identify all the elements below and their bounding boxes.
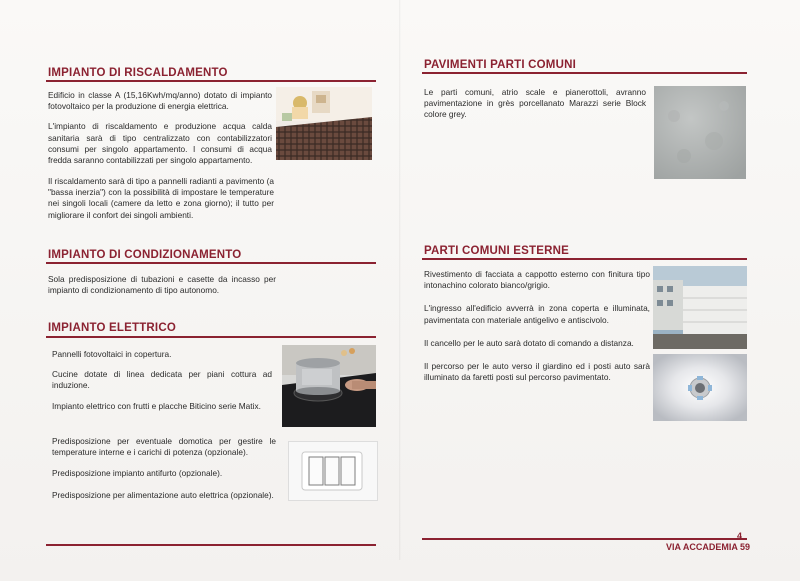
heating-title: IMPIANTO DI RISCALDAMENTO bbox=[48, 67, 228, 79]
grey-tile-photo bbox=[654, 86, 746, 179]
external-paragraph-4: Il percorso per le auto verso il giardino ed i posti auto sarà illuminato da faretti posti sul percorso pavimentato. bbox=[424, 361, 650, 383]
electric-item: Predisposizione per alimentazione auto elettrica (opzionale). bbox=[52, 489, 274, 500]
electric-text-2 bbox=[52, 436, 276, 510]
electric-text-1 bbox=[52, 349, 272, 421]
footer-rule-left bbox=[46, 544, 376, 546]
electric-item: Predisposizione impianto antifurto (opzionale). bbox=[52, 468, 223, 479]
heating-paragraph-1: Edificio in classe A (15,16Kwh/mq/anno) dotato di impianto fotovoltaico per la produzione di energia elettrica. bbox=[48, 90, 272, 112]
external-paragraph-3: Il cancello per le auto sarà dotato di comando a distanza. bbox=[424, 337, 634, 348]
floors-rule bbox=[422, 72, 747, 74]
garden-spotlight-photo bbox=[653, 354, 747, 421]
electric-title: IMPIANTO ELETTRICO bbox=[48, 322, 176, 334]
footer-project-name: VIA ACCADEMIA 59 bbox=[665, 542, 750, 552]
external-paragraph-1: Rivestimento di facciata a cappotto esterno con finitura tipo intonachino colorato bianco/grigio. bbox=[424, 269, 650, 291]
heating-paragraph-2: L'impianto di riscaldamento e produzione acqua calda sanitaria sarà di tipo centralizzato con contabilizzatori consumi per singolo appartamento. I consumi di acqua fredda saranno contabilizzati per singolo appartamento. bbox=[48, 121, 272, 166]
cooling-paragraph-1: Sola predisposizione di tubazioni e casette da incasso per impianto di condizionamento di tipo autonomo. bbox=[48, 274, 276, 296]
electric-rule bbox=[46, 336, 376, 338]
electric-item: Predisposizione per eventuale domotica per gestire le temperature interne e i carichi di potenza (opzionale). bbox=[52, 436, 276, 458]
external-paragraph-2: L'ingresso all'edificio avverrà in zona coperta e illuminata, pavimentata con materiale antigelivo e antiscivolo. bbox=[424, 303, 650, 325]
cooling-rule bbox=[46, 262, 376, 264]
page-fold bbox=[399, 0, 401, 560]
cooling-title: IMPIANTO DI CONDIZIONAMENTO bbox=[48, 249, 242, 261]
building-facade-photo bbox=[653, 266, 747, 349]
cooling-text bbox=[48, 274, 276, 305]
page-number: 4 bbox=[737, 531, 743, 541]
floors-paragraph-1: Le parti comuni, atrio scale e pianerottoli, avranno pavimentazione in grès porcellanato Marazzi serie Block colore grey. bbox=[424, 87, 646, 120]
electric-item: Pannelli fotovoltaici in copertura. bbox=[52, 349, 172, 359]
floor-heating-photo bbox=[276, 87, 372, 160]
electric-item: Impianto elettrico con frutti e placche Biticino serie Matix. bbox=[52, 400, 261, 411]
heating-text-2 bbox=[48, 176, 274, 230]
heating-rule bbox=[46, 80, 376, 82]
electric-item: Cucine dotate di linea dedicata per piani cottura ad induzione. bbox=[52, 369, 272, 391]
heating-text bbox=[48, 90, 272, 175]
heating-paragraph-3: Il riscaldamento sarà di tipo a pannelli radianti a pavimento (a "bassa inerzia") con la possibilità di impostare le temperature nei singoli locali (camere da letto e zona giorno); il tutto per migliorare il confort dei singoli ambienti. bbox=[48, 176, 274, 220]
external-text bbox=[424, 269, 650, 392]
induction-cooktop-photo bbox=[282, 345, 376, 427]
floors-title: PAVIMENTI PARTI COMUNI bbox=[424, 59, 576, 71]
floors-text bbox=[424, 87, 646, 130]
footer-rule-right bbox=[422, 538, 747, 540]
external-title: PARTI COMUNI ESTERNE bbox=[424, 245, 569, 257]
light-switch-plate-photo bbox=[288, 441, 378, 501]
external-rule bbox=[422, 258, 747, 260]
